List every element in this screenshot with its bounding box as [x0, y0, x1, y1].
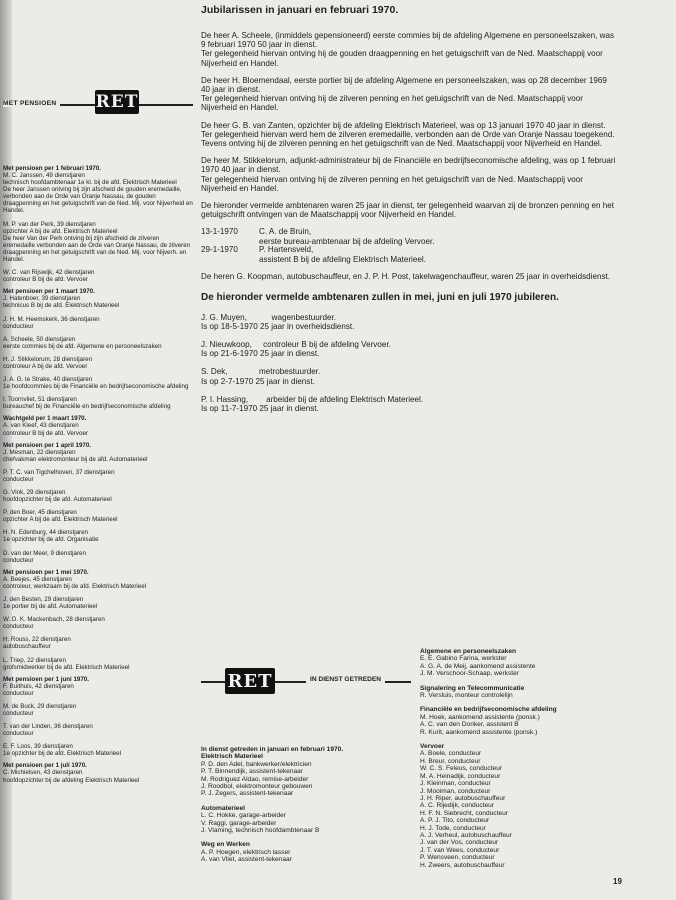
department-heading: Vervoer — [420, 743, 445, 751]
pension-entry: D. van der Meer, 9 dienstjaren conducteur — [3, 549, 86, 564]
staff-list: E. E. Gabino Farina, werkster A. G. A. de Meij, aankomend assistente J. M. Verschoor-Schaap, werkster — [420, 655, 536, 678]
upcoming-item: J. G. Muyen, wagenbestuurder. Is op 18-5-1970 25 jaar in overheidsdienst. — [201, 312, 355, 331]
jubilee-article — [201, 4, 617, 422]
pension-entry: F. Buithuis, 42 dienstjaren conducteur — [3, 682, 74, 697]
staff-list: L. C. Hokke, garage-arbeider V. Raggi, garage-arbeider J. Vlaming, technisch hoofdambtenaar B — [201, 812, 320, 835]
pension-group-heading: Met pensioen per 1 mei 1970. — [3, 568, 89, 576]
pension-entry: C. Michielsen, 43 dienstjaren hoofdopzichter bij de afdeling Elektrisch Materieel — [3, 769, 140, 784]
department-heading: Algemene en personeelszaken — [420, 648, 517, 655]
pension-entry: L. Triep, 22 dienstjaren grofsmidwerker bij de afd. Elektrisch Materieel — [3, 656, 130, 671]
pension-group-heading: Met pensioen per 1 februari 1970. — [3, 165, 102, 172]
paragraph-stikkelorum: De heer M. Stikkelorum, adjunkt-administrateur bij de Financiële en bedrijfseconomische afdeling, was op 1 februari 1970 40 jaar in dienst. Ter gelegenheid hiervan ontving hij de zilveren penning en het getuigschrift van de Ned. Maatschappij voor Nijverheid en Handel. — [201, 156, 616, 193]
ret-logo: RET — [225, 668, 275, 694]
anniversary-person: P. Hartensveld, assistent B bij de afdeling Elektrisch Materieel. — [259, 245, 426, 264]
pension-entry: J. H. M. Heemskerk, 36 dienstjaren conducteur — [3, 315, 100, 330]
anniversary-date: 29-1-1970 — [201, 245, 238, 255]
pension-entry: J. den Besten, 29 dienstjaren 1e portier bij de afd. Automaterieel — [3, 595, 98, 611]
paragraph-bloemendaal: De heer H. Bloemendaal, eerste portier bij de afdeling Algemene en personeelszaken, was op 28 december 1969 40 jaar in dienst. Ter gelegenheid hiervan ontving hij de zilveren penning en het getuigschrift van de Ned. Maatschappij voor Nijverheid en Handel. — [201, 75, 607, 113]
staff-list: R. Versluis, monteur controlelijn — [420, 692, 513, 700]
staff-list: A. P. Hoegen, elektrisch lasser A. van Vliet, assistent-tekenaar — [201, 848, 292, 864]
pension-entry: I. Toornvliet, 51 dienstjaren bureauchef bij de Financiële en bedrijfseconomische afdeling — [3, 396, 171, 411]
pension-group-heading: Met pensioen per 1 april 1970. — [3, 441, 92, 449]
upcoming-item: S. Dek, metrobestuurder. Is op 2-7-1970 25 jaar in dienst. — [201, 367, 321, 386]
pension-entry: G. Vink, 29 dienstjaren hoofdopzichter bij de afd. Automaterieel — [3, 489, 112, 504]
pension-header — [3, 90, 193, 110]
article-title: Jubilarissen in januari en februari 1970. — [201, 4, 399, 16]
department-heading: Financiële en bedrijfseconomische afdeling — [420, 706, 557, 714]
department-heading: Weg en Werken — [201, 841, 250, 849]
pension-entry: T. van der Linden, 36 dienstjaren conducteur — [3, 723, 93, 738]
pension-list — [3, 160, 193, 784]
paragraph-van-zanten: De heer G. B. van Zanten, opzichter bij de afdeling Elektrisch Materieel, was op 13 januari 1970 40 jaar in dienst. Ter gelegenheid hiervan werd hem de zilveren eremedaille, verbonden aan de Orde van Oranje Nassau toegekend. Tevens ontving hij de zilveren penning en het getuigschrift van de Ned. Maatschappij voor Nijverheid en Handel. — [201, 120, 615, 149]
paragraph-overheidsdienst: De heren G. Koopman, autobuschauffeur, en J. P. H. Post, takelwagenchauffeur, waren 25 jaar in overheidsdienst. — [201, 272, 610, 282]
pension-label: MET PENSIOEN — [3, 100, 60, 107]
pension-group-heading: Wachtgeld per 1 maart 1970. — [3, 415, 87, 423]
upcoming-item: J. Nieuwkoop, controleur B bij de afdeling Vervoer. Is op 21-6-1970 25 jaar in dienst. — [201, 340, 391, 359]
pension-entry: A. Beejes, 45 dienstjaren controleur, werkzaam bij de afd. Elektrisch Materieel — [3, 575, 147, 590]
anniversary-list — [201, 227, 617, 264]
pension-entry: H. Rouss, 22 dienstjaren autobuschauffeur — [3, 636, 71, 651]
staff-list: P. D. den Adel, bankwerker/elektricien P. T. Binnendijk, assistent-tekenaar M. Rodriguez Aldao, remise-arbeider J. Roodbol, elektromonteur gebouwen P. J. Zegers, assistent-tekenaar — [201, 760, 313, 798]
page-number: 19 — [613, 877, 622, 886]
pension-entry: A. Scheele, 50 dienstjaren eerste commies bij de afd. Algemene en personeelszaken — [3, 335, 162, 350]
staff-list: A. Boele, conducteur H. Breur, conducteur W. C. S. Feleus, conducteur M. A. Heinadijk, conducteur J. Kleinman, conducteur J. Mooiman, conducteur J. H. Riper, autobuschauffeur A. C. Rijedijk, conducteur H. F. N. Siebrecht, conducteur A. P. J. Tito, conducteur H. J. Tode, conducteur A. J. Verheul, autobuschauffeur J. van der Vos, conducteur J. T. van Wees, conducteur P. Wensveen, conducteur H. Zweers, autobuschauffeur — [420, 750, 512, 869]
new-staff-right-column — [420, 648, 630, 869]
new-staff-heading: In dienst getreden in januari en februari 1970. — [201, 746, 344, 753]
new-staff-label: IN DIENST GETREDEN — [306, 676, 385, 683]
pension-entry: E. F. Loos, 39 dienstjaren 1e opzichter bij de afd. Elektrisch Materieel — [3, 743, 121, 758]
pension-entry: P. den Boer, 45 dienstjaren opzichter A bij de afd. Elektrisch Materieel — [3, 509, 118, 524]
pension-entry: M. C. Janssen, 49 dienstjaren technisch hoofdambtenaar 1e kl. bij de afd. Elektrisch Materieel De heer Janssen ontving bij zijn afscheid de gouden eremedaille, verbonden aan de Orde van Oranje Nassau, de gouden draagpenning en het getuigschrift van de Ned. Mij. voor Nijverheid en Handel. — [3, 172, 193, 215]
pension-entry: W. D. K. Mackenbach, 28 dienstjaren conducteur — [3, 616, 105, 631]
pension-entry: H. J. Stikkelorum, 28 dienstjaren controleur A bij de afd. Vervoer — [3, 355, 93, 370]
pension-group-heading: Met pensioen per 1 juni 1970. — [3, 675, 89, 683]
new-staff-header — [201, 658, 411, 692]
pension-entry: M. P. van der Perk, 39 dienstjaren opzichter A bij de afd. Elektrisch Materieel De heer Van der Perk ontving bij zijn afscheid de zilveren eremedaille verbonden aan de Orde van Oranje Nassau, de zilveren draagpenning en het getuigschrift van de Ned. Mij. voor Nijverh. en Handel. — [3, 220, 191, 264]
pension-entry: J. A. G. te Strake, 40 dienstjaren 1e hoofdcommies bij de Financiële en bedrijfseconomische afdeling — [3, 376, 189, 391]
upcoming-title: De hieronder vermelde ambtenaren zullen in mei, juni en juli 1970 jubileren. — [201, 291, 559, 303]
anniversary-person: C. A. de Bruin, eerste bureau-ambtenaar bij de afdeling Vervoer. — [259, 227, 435, 246]
pension-entry: M. de Buck, 29 dienstjaren conducteur — [3, 702, 77, 717]
staff-list: M. Hoek, aankomend assistente (ponsk.) A. C. van den Donker, assistent B R. Kurit, aankomend assistente (ponsk.) — [420, 713, 540, 736]
department-heading: Elektrisch Materieel — [201, 753, 263, 761]
department-heading: Automaterieel — [201, 804, 245, 812]
pension-group-heading: Met pensioen per 1 juli 1970. — [3, 762, 87, 770]
pension-group-heading: Met pensioen per 1 maart 1970. — [3, 288, 95, 296]
paragraph-scheele: De heer A. Scheele, (inmiddels gepensioneerd) eerste commies bij de afdeling Algemene en personeelszaken, was 9 februari 1970 50 jaar in dienst. Ter gelegenheid hiervan ontving hij de gouden draagpenning en het getuigschrift van de Ned. Maatschappij voor Nijverheid en Handel. — [201, 31, 615, 68]
new-staff-left-column — [201, 746, 411, 864]
ret-logo: RET — [95, 92, 139, 112]
pension-entry: W. C. van Rijswijk, 42 dienstjaren controleur B bij de afd. Vervoer — [3, 269, 95, 284]
pension-entry: P. T. C. van Tigchelhoven, 37 dienstjaren conducteur — [3, 468, 115, 483]
anniversary-date: 13-1-1970 — [201, 227, 238, 237]
pension-entry: A. van Kleef, 43 dienstjaren controleur B bij de afd. Vervoer — [3, 422, 88, 437]
pension-entry: J. Mesman, 22 dienstjaren chefvakman elektromonteur bij de afd. Automaterieel — [3, 448, 148, 463]
pension-entry: H. N. Edenburg, 44 dienstjaren 1e opzichter bij de afd. Organisatie — [3, 529, 99, 544]
pension-entry: J. Hatenboer, 39 dienstjaren technicus B bij de afd. Elektrisch Materieel — [3, 295, 120, 310]
department-heading: Signalering en Telecommunicatie — [420, 684, 525, 692]
paragraph-25-years-intro: De hieronder vermelde ambtenaren waren 25 jaar in dienst, ter gelegenheid waarvan zij de bronzen penning en het getuigschrift ontvingen van de Maatschappij voor Nijverheid en Handel. — [201, 201, 615, 220]
upcoming-item: P. I. Hassing, arbeider bij de afdeling Elektrisch Materieel. Is op 11-7-1970 25 jaar in dienst. — [201, 394, 424, 414]
